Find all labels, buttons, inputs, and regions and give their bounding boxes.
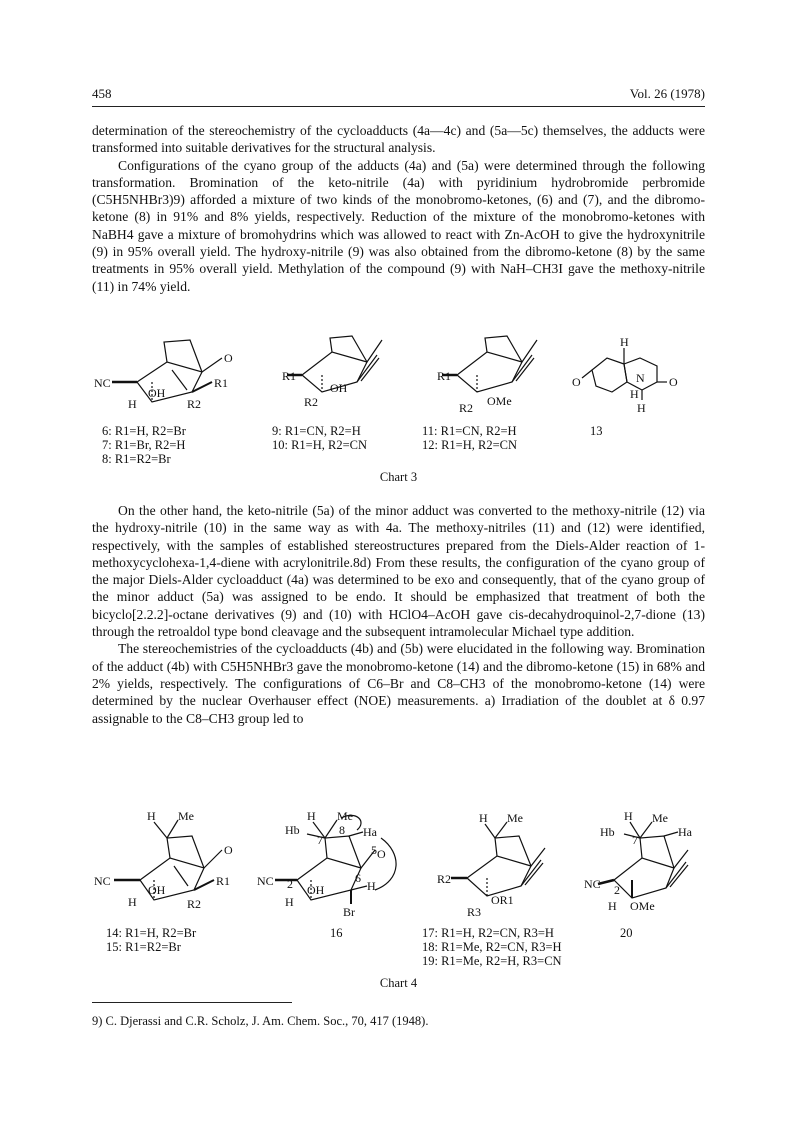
footnote: 9) C. Djerassi and C.R. Scholz, J. Am. Chem. Soc., 70, 417 (1948).: [92, 1014, 429, 1028]
paragraph: Configurations of the cyano group of the adducts (4a) and (5a) were determined through the following transformation. Bromination of the keto-nitrile (4a) with pyridinium hydrobromide perbromide (C5H5NHBr3)9) afforded a mixture of two kinds of the monobromo-ketones, (6) and (7), and the dibromo-ketone (8) in 91% and 8% yields, respectively. Reduction of the mixture of the monobromo-ketones with NaBH4 gave a mixture of bromohydrins which was allowed to react with Zn-AcOH to give the hydroxynitrile (9) in 95% overall yield. The hydroxy-nitrile (9) was also obtained from the dibromo-ketone (8) by the same treatments in 95% overall yield. Methylation of the compound (9) with NaH–CH3I gave the methoxy-nitrile (11) in 74% yield.: [92, 157, 705, 294]
atom-r1: R1: [437, 369, 452, 383]
label-12: 12: R1=H, R2=CN: [422, 438, 518, 452]
atom-h: H: [147, 809, 156, 823]
atom-nc: NC: [584, 877, 601, 891]
atom-h: H: [620, 335, 629, 349]
paragraph: The stereochemistries of the cycloadducts (4b) and (5b) were elucidated in the following way. Bromination of the adduct (4b) with C5H5NHBr3 gave the monobromo-ketone (14) and the dibromo-ketone (15) in 68% and 2% yields, respectively. The configurations of C6–Br and C8–CH3 of the monobromo-ketone (14) were determined by the nuclear Overhauser effect (NOE) measurements. a) Irradiation of the doublet at δ 0.97 assignable to the C8–CH3 group led to: [92, 641, 705, 726]
atom-h: H: [479, 811, 488, 825]
atom-r2: R2: [187, 397, 202, 410]
label-15: 15: R1=R2=Br: [106, 940, 181, 954]
chart-3-caption: Chart 3: [379, 470, 418, 484]
label-18: 18: R1=Me, R2=CN, R3=H: [422, 940, 562, 954]
atom-r1: R1: [282, 369, 297, 383]
atom-n: N: [636, 371, 645, 385]
structure-6-8: [92, 330, 242, 410]
locant-2: 2: [287, 877, 293, 891]
chart-4-caption: Chart 4: [379, 976, 418, 990]
structure-13: [572, 330, 692, 415]
atom-h: H: [128, 895, 137, 909]
label-17: 17: R1=H, R2=CN, R3=H: [422, 926, 554, 940]
atom-ome: OMe: [487, 394, 512, 408]
atom-me: Me: [337, 809, 353, 823]
atom-oh: OH: [148, 386, 166, 400]
body-text-top: [92, 122, 705, 295]
chart-3: [92, 330, 705, 490]
atom-o: O: [572, 375, 581, 389]
atom-r1: R1: [214, 376, 229, 390]
atom-r2: R2: [459, 401, 474, 412]
paragraph: On the other hand, the keto-nitrile (5a) of the minor adduct was converted to the methoxy-nitrile (12) via the hydroxy-nitrile (10) in the same way as with 4a. The methoxy-nitriles (11) and (12) were identified, respectively, with the samples of established stereostructures prepared from the Diels-Alder reaction of 1-methoxycyclohexa-1,4-diene with acrylonitrile.8d) From these results, the configuration of the cyano group of the major Diels-Alder cycloadduct (4a) was determined to be exo and consequently, that of the cyano group of the minor adduct (5a) was assigned to be endo. It should be emphasized that treatment of both the bicyclo[2.2.2]-octane derivatives (9) and (10) with HClO4–AcOH gave cis-decahydroquinol-2,7-dione (13) through the retroaldol type bond cleavage and the subsequent intramolecular Michael type addition.: [92, 503, 705, 640]
label-16: 16: [330, 926, 343, 940]
label-10: 10: R1=H, R2=CN: [272, 438, 368, 452]
atom-ha: Ha: [363, 825, 377, 839]
atom-br: Br: [343, 905, 355, 919]
atom-h: H: [367, 879, 376, 893]
atom-h: H: [637, 401, 646, 415]
footnote-rule: [92, 1002, 292, 1003]
atom-oh: OH: [148, 883, 166, 897]
atom-nc: NC: [257, 874, 274, 888]
label-9: 9: R1=CN, R2=H: [272, 424, 361, 438]
volume-label: Vol. 26 (1978): [629, 86, 705, 101]
structure-14-15: [92, 808, 242, 918]
atom-r2: R2: [304, 395, 319, 409]
atom-o: O: [224, 843, 233, 857]
atom-me: Me: [652, 811, 668, 825]
atom-ha: Ha: [678, 825, 692, 839]
atom-o: O: [377, 847, 386, 861]
chart-4: [92, 808, 705, 998]
locant-5: 5: [371, 843, 377, 857]
label-8: 8: R1=R2=Br: [102, 452, 171, 466]
atom-h: H: [285, 895, 294, 909]
atom-or1: OR1: [491, 893, 514, 907]
atom-h: H: [608, 899, 617, 913]
atom-h: H: [128, 397, 137, 410]
atom-h: H: [307, 809, 316, 823]
page-number: 458: [92, 86, 112, 101]
running-header: [92, 86, 705, 104]
atom-oh: OH: [330, 381, 348, 395]
atom-me: Me: [507, 811, 523, 825]
body-text-mid: [92, 502, 705, 727]
atom-o: O: [669, 375, 678, 389]
atom-oh: OH: [307, 883, 325, 897]
atom-hb: Hb: [285, 823, 300, 837]
label-14: 14: R1=H, R2=Br: [106, 926, 197, 940]
locant-7: 7: [632, 833, 638, 847]
atom-r2: R2: [437, 872, 452, 886]
paragraph: determination of the stereochemistry of the cycloadducts (4a—4c) and (5a—5c) themselves, the adducts were transformed into suitable derivatives for the structural analysis.: [92, 123, 705, 156]
atom-h: H: [624, 809, 633, 823]
structure-20: [584, 808, 704, 920]
label-11: 11: R1=CN, R2=H: [422, 424, 517, 438]
locant-6: 6: [355, 871, 361, 885]
atom-ome: OMe: [630, 899, 655, 913]
atom-r1: R1: [216, 874, 231, 888]
atom-me: Me: [178, 809, 194, 823]
atom-o: O: [224, 351, 233, 365]
label-19: 19: R1=Me, R2=H, R3=CN: [422, 954, 562, 968]
label-7: 7: R1=Br, R2=H: [102, 438, 186, 452]
atom-r2: R2: [187, 897, 202, 911]
atom-h: H: [630, 387, 639, 401]
atom-r3: R3: [467, 905, 482, 919]
label-20: 20: [620, 926, 633, 940]
header-rule: [92, 106, 705, 107]
locant-7: 7: [317, 833, 323, 847]
structure-11-12: [437, 330, 547, 412]
locant-2: 2: [614, 883, 620, 897]
atom-hb: Hb: [600, 825, 615, 839]
locant-8: 8: [339, 823, 345, 837]
label-13: 13: [590, 424, 603, 438]
structure-9-10: [282, 330, 392, 410]
atom-nc: NC: [94, 874, 111, 888]
structure-17-19: [437, 808, 557, 920]
structure-16: [257, 808, 412, 920]
atom-nc: NC: [94, 376, 111, 390]
label-6: 6: R1=H, R2=Br: [102, 424, 186, 438]
